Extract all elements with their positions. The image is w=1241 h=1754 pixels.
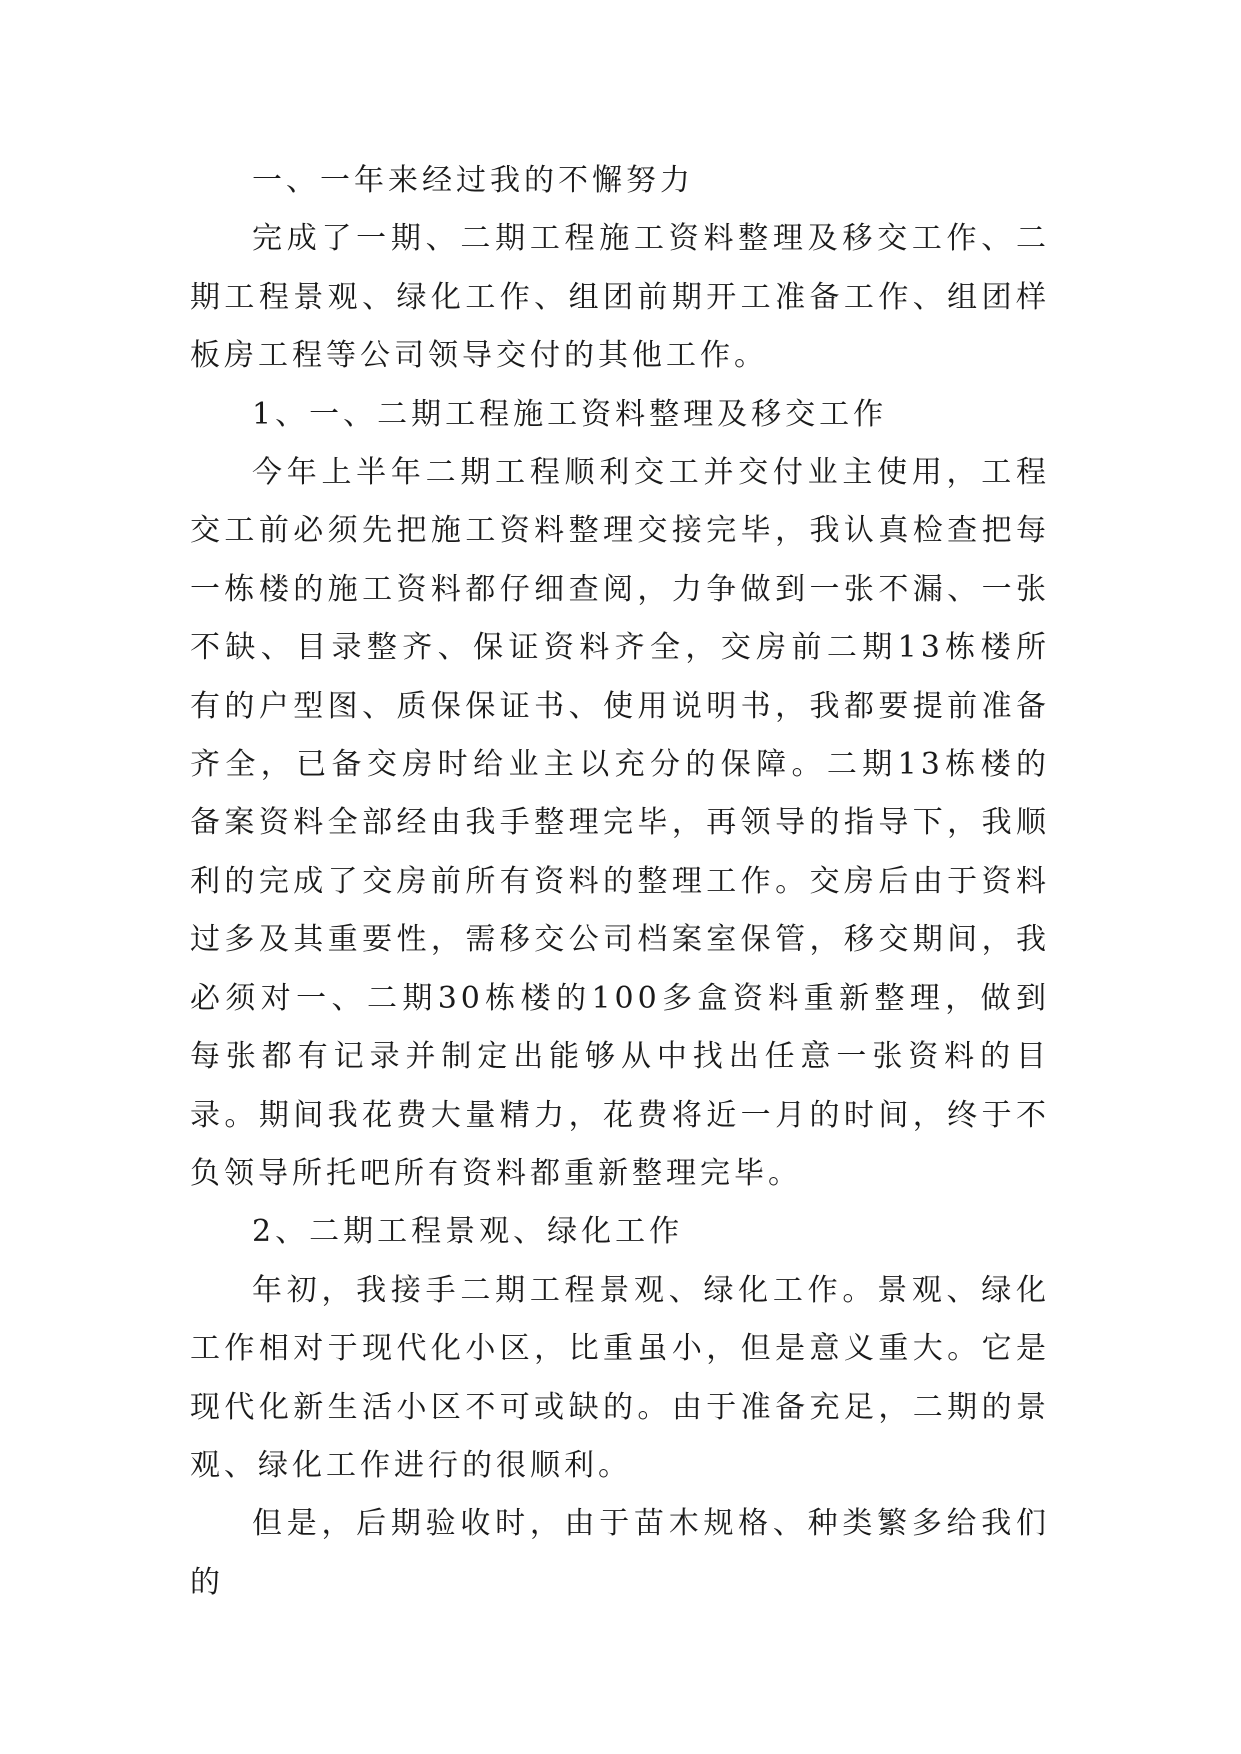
- document-body: [190, 152, 1050, 1612]
- section-heading: 一、一年来经过我的不懈努力: [252, 163, 694, 198]
- body-paragraph: 但是，后期验收时，由于苗木规格、种类繁多给我们的: [190, 1506, 1050, 1600]
- subsection-heading: 1、一、二期工程施工资料整理及移交工作: [252, 396, 888, 432]
- body-paragraph: 年初，我接手二期工程景观、绿化工作。景观、绿化工作相对于现代化小区，比重虽小，但是意义重大。它是现代化新生活小区不可或缺的。由于准备充足，二期的景观、绿化工作进行的很顺利。: [190, 1272, 1050, 1483]
- subsection-heading: 2、二期工程景观、绿化工作: [252, 1214, 684, 1250]
- body-paragraph: 今年上半年二期工程顺利交工并交付业主使用，工程交工前必须先把施工资料整理交接完毕，我认真检查把每一栋楼的施工资料都仔细查阅，力争做到一张不漏、一张不缺、目录整齐、保证资料齐全，交房前二期13栋楼所有的户型图、质保保证书、使用说明书，我都要提前准备齐全，已备交房时给业主以充分的保障。二期13栋楼的备案资料全部经由我手整理完毕，再领导的指导下，我顺利的完成了交房前所有资料的整理工作。交房后由于资料过多及其重要性，需移交公司档案室保管，移交期间，我必须对一、二期30栋楼的100多盒资料重新整理，做到每张都有记录并制定出能够从中找出任意一张资料的目录。期间我花费大量精力，花费将近一月的时间，终于不负领导所托吧所有资料都重新整理完毕。: [190, 455, 1050, 1191]
- body-paragraph: 完成了一期、二期工程施工资料整理及移交工作、二期工程景观、绿化工作、组团前期开工准备工作、组团样板房工程等公司领导交付的其他工作。: [190, 221, 1050, 374]
